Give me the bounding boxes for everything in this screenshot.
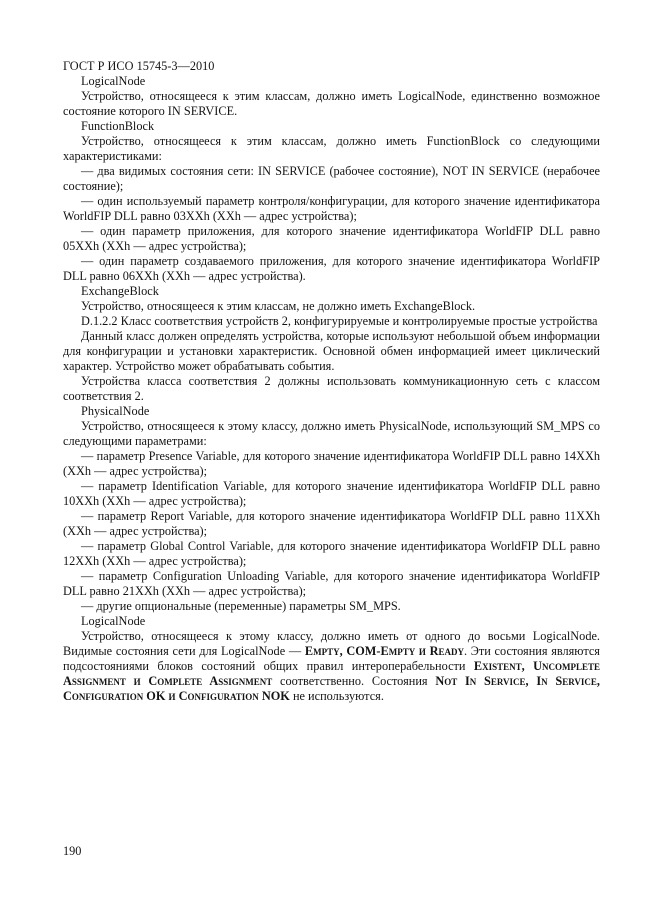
page-number: 190 (63, 844, 82, 858)
subheading-functionblock: FunctionBlock (81, 119, 155, 133)
paragraph-physicalnode-intro: Устройство, относящееся к этому классу, должно иметь PhysicalNode, использующий SM_MPS со следующими параметрами: (63, 419, 600, 448)
paragraph-d122-1: Данный класс должен определять устройства, которые используют небольшой объем информации для конфигурации и установки характеристик. Основной обмен информацией имеет циклический характер. Устройство может обрабатывать события. (63, 329, 600, 373)
page-content (63, 59, 600, 704)
list-item-physicalnode: — параметр Identification Variable, для которого значение идентификатора WorldFIP DLL равно 10XXh (XXh — адрес устройства); (63, 479, 600, 508)
text-segment: соответственно. Состояния (272, 674, 436, 688)
paragraph-functionblock-intro: Устройство, относящееся к этим классам, должно иметь FunctionBlock со следующими характеристиками: (63, 134, 600, 163)
list-item-physicalnode: — параметр Configuration Unloading Variable, для которого значение идентификатора WorldFIP DLL равно 21XXh (XXh — адрес устройства); (63, 569, 600, 598)
list-item-physicalnode: — параметр Report Variable, для которого значение идентификатора WorldFIP DLL равно 11XXh (XXh — адрес устройства); (63, 509, 600, 538)
clause-heading-d122: D.1.2.2 Класс соответствия устройств 2, конфигурируемые и контролируемые простые устройства (81, 314, 598, 328)
paragraph-logicalnode-2 (63, 629, 600, 704)
state-name-smallcaps: Existent, Uncomplete Assignment и Complete Assignment (63, 659, 600, 688)
state-name-smallcaps: Empty, COM-Empty и Ready (304, 644, 464, 658)
list-item-functionblock: — один параметр приложения, для которого значение идентификатора WorldFIP DLL равно 05XXh (XXh — адрес устройства); (63, 224, 600, 253)
subheading-exchangeblock: ExchangeBlock (81, 284, 159, 298)
list-item-functionblock: — два видимых состояния сети: IN SERVICE (рабочее состояние), NOT IN SERVICE (нерабочее состояние); (63, 164, 600, 193)
list-item-functionblock: — один используемый параметр контроля/конфигурации, для которого значение идентификатора WorldFIP DLL равно 03XXh (XXh — адрес устройства); (63, 194, 600, 223)
list-item-functionblock: — один параметр создаваемого приложения, для которого значение идентификатора WorldFIP DLL равно 06XXh (XXh — адрес устройства). (63, 254, 600, 283)
subheading-logicalnode-2: LogicalNode (81, 614, 146, 628)
page-header: ГОСТ Р ИСО 15745-3—2010 (63, 59, 215, 73)
text-segment: . Эти состояния являются подсостояниями блоков состояний общих правил интероперабельности (63, 644, 600, 673)
list-item-physicalnode: — параметр Global Control Variable, для которого значение идентификатора WorldFIP DLL равно 12XXh (XXh — адрес устройства); (63, 539, 600, 568)
subheading-physicalnode: PhysicalNode (81, 404, 150, 418)
paragraph-d122-2: Устройства класса соответствия 2 должны использовать коммуникационную сеть с классом соответствия 2. (63, 374, 600, 403)
paragraph-exchangeblock: Устройство, относящееся к этим классам, не должно иметь ExchangeBlock. (81, 299, 476, 313)
subheading-logicalnode-1: LogicalNode (81, 74, 146, 88)
list-item-physicalnode: — другие опциональные (переменные) параметры SM_MPS. (81, 599, 401, 613)
text-segment: Устройство, относящееся к этому классу, должно иметь от одного до восьми LogicalNode. Видимые состояния сети для LogicalNode — (63, 629, 600, 658)
text-segment: не используются. (289, 689, 384, 703)
list-item-physicalnode: — параметр Presence Variable, для которого значение идентификатора WorldFIP DLL равно 14XXh (XXh — адрес устройства); (63, 449, 600, 478)
paragraph-logicalnode-1: Устройство, относящееся к этим классам, должно иметь LogicalNode, единственно возможное состояние которого IN SERVICE. (63, 89, 600, 118)
state-name-smallcaps: Not In Service, In Service, Configuration OK и Configuration NOK (63, 674, 600, 703)
